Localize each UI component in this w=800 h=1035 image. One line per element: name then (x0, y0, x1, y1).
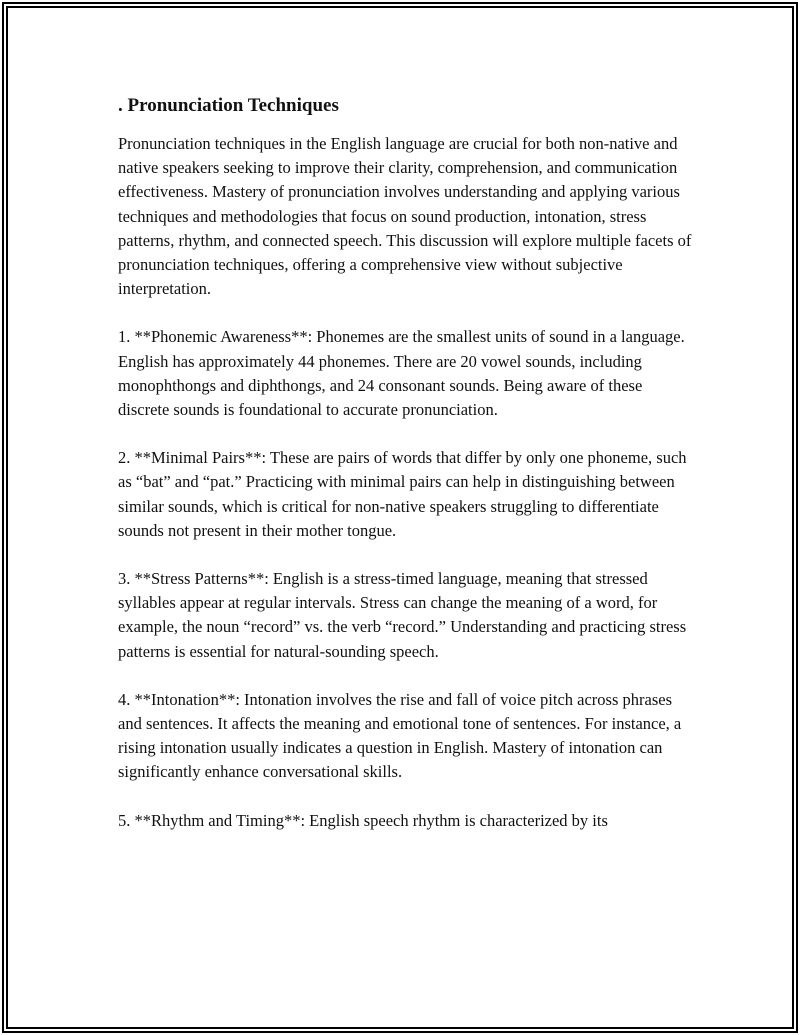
section-heading: . Pronunciation Techniques (118, 95, 339, 116)
paragraph-rhythm-timing: 5. **Rhythm and Timing**: English speech rhythm is characterized by its (118, 810, 608, 830)
intro-paragraph: Pronunciation techniques in the English language are crucial for both non-native and native speakers seeking to improve their clarity, comprehension, and communication effectiveness. Mastery of pronunciation involves understanding and applying various techniques and methodologies that focus on sound production, intonation, stress patterns, rhythm, and connected speech. This discussion will explore multiple facets of pronunciation techniques, offering a comprehensive view without subjective interpretation. (118, 134, 692, 299)
document-body (118, 93, 693, 857)
paragraph-phonemic-awareness: 1. **Phonemic Awareness**: Phonemes are the smallest units of sound in a language. English has approximately 44 phonemes. There are 20 vowel sounds, including monophthongs and diphthongs, and 24 consonant sounds. Being aware of these discrete sounds is foundational to accurate pronunciation. (118, 327, 685, 420)
paragraph-stress-patterns: 3. **Stress Patterns**: English is a stress-timed language, meaning that stressed syllables appear at regular intervals. Stress can change the meaning of a word, for example, the noun “record” vs. the verb “record.” Understanding and practicing stress patterns is essential for natural-sounding speech. (118, 569, 687, 661)
paragraph-minimal-pairs: 2. **Minimal Pairs**: These are pairs of words that differ by only one phoneme, such as “bat” and “pat.” Practicing with minimal pairs can help in distinguishing between similar sounds, which is critical for non-native speakers struggling to differentiate sounds not present in their mother tongue. (118, 448, 687, 540)
paragraph-intonation: 4. **Intonation**: Intonation involves the rise and fall of voice pitch across phrases and sentences. It affects the meaning and emotional tone of sentences. For instance, a rising intonation usually indicates a question in English. Mastery of intonation can significantly enhance conversational skills. (118, 689, 682, 782)
